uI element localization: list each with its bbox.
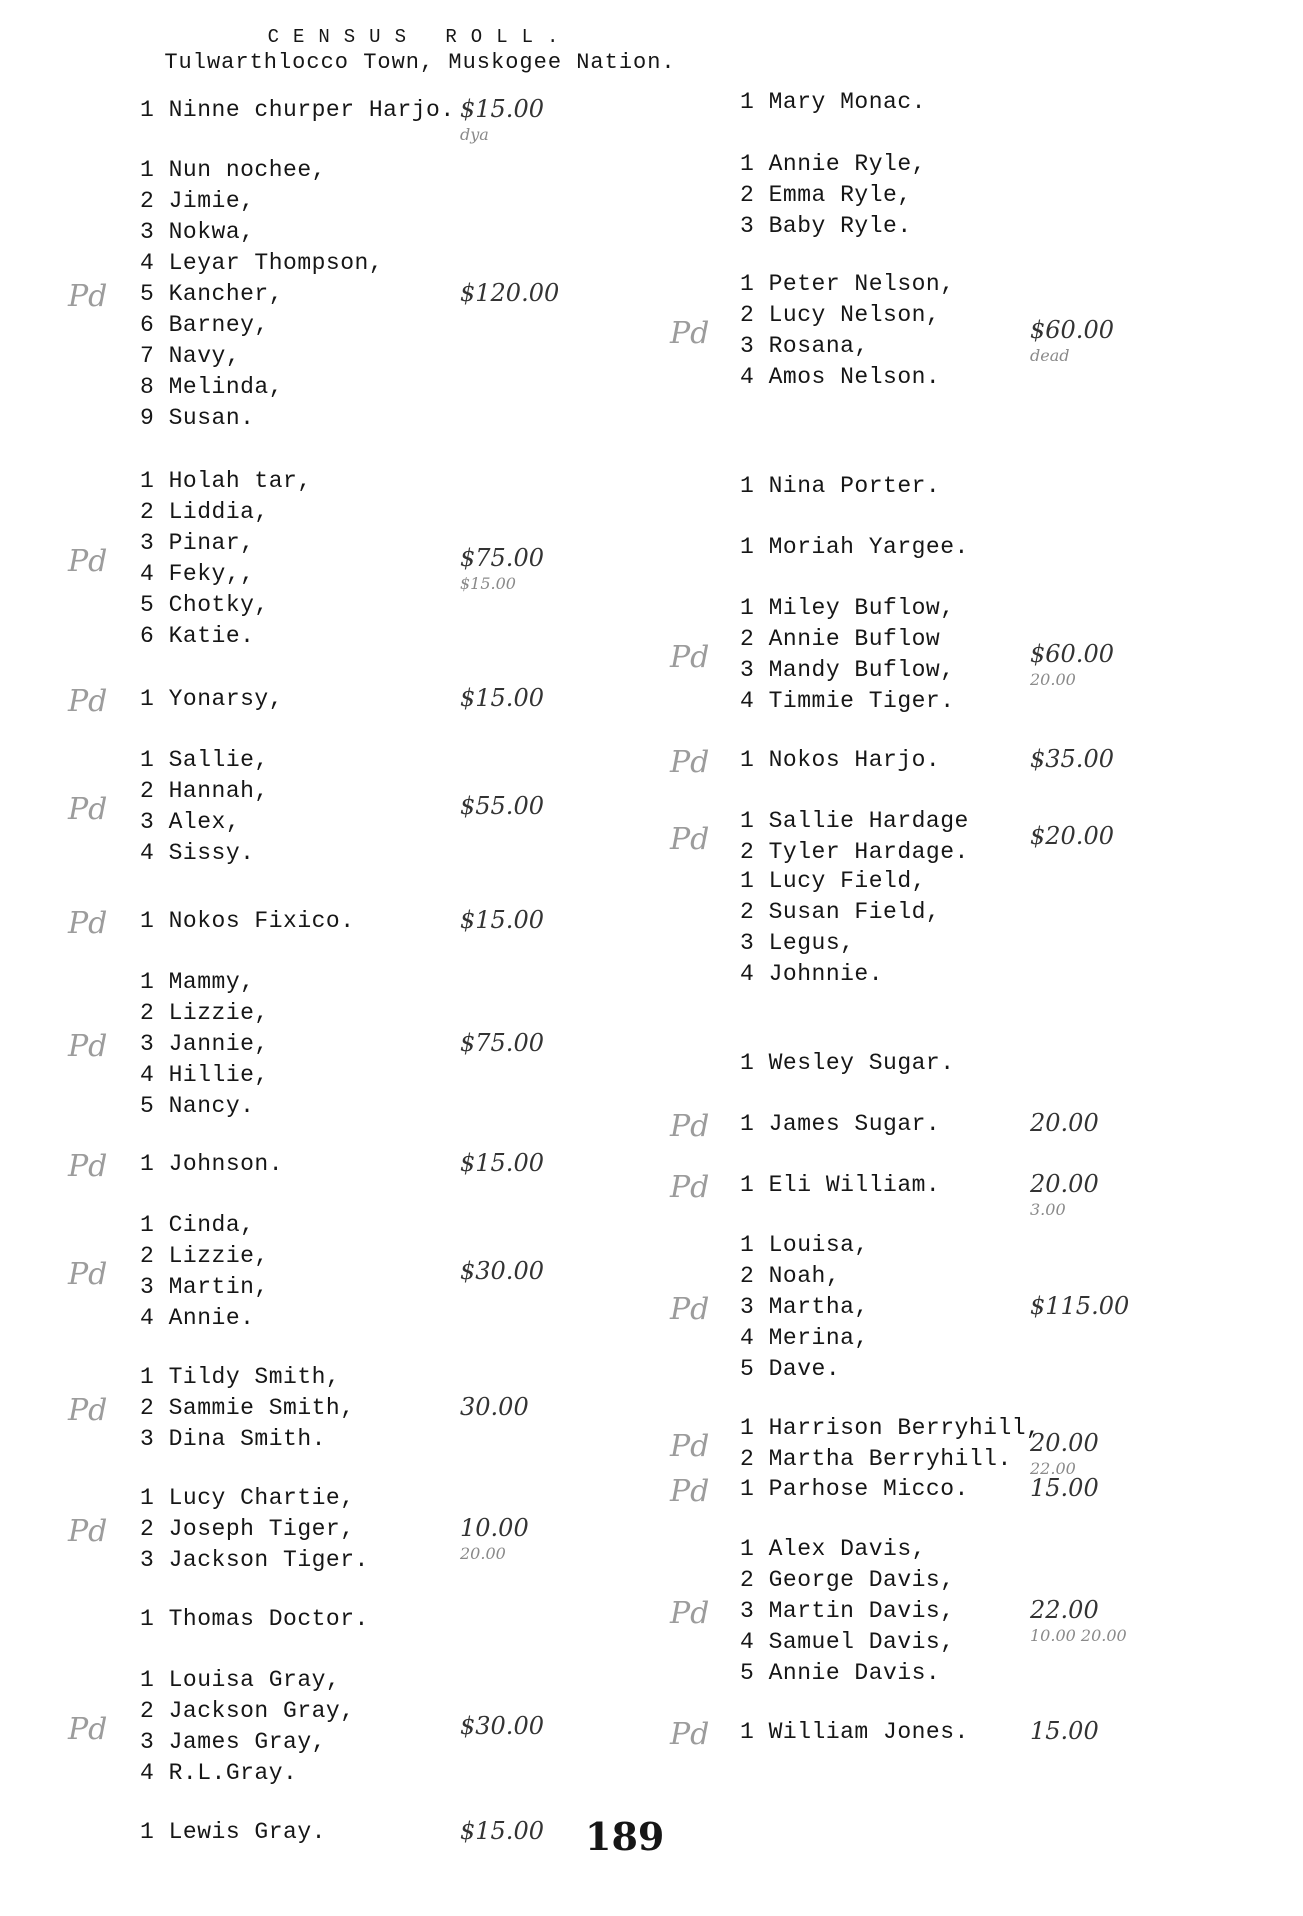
family-group	[68, 1665, 544, 1789]
census-entry: 1 Yonarsy,	[140, 686, 284, 712]
paid-mark: Pd	[670, 1170, 710, 1205]
payment-amount: $60.00	[1030, 639, 1114, 668]
census-entry: 1 William Jones.	[740, 1719, 969, 1745]
family-group	[670, 1717, 1099, 1752]
census-entry: 1 Lewis Gray.	[140, 1819, 326, 1845]
census-entry: 1 Eli William.	[740, 1172, 941, 1198]
payment-amount: 15.00	[1030, 1474, 1099, 1502]
census-entry: 2 Susan Field,	[740, 899, 941, 925]
census-entry: 2 Noah,	[740, 1263, 841, 1289]
census-entry: 8 Melinda,	[140, 374, 284, 400]
paid-mark: Pd	[670, 1474, 710, 1509]
payment-amount: $60.00	[1030, 315, 1114, 344]
census-entry: 5 Nancy.	[140, 1093, 255, 1119]
payment-amount: $55.00	[460, 791, 544, 820]
paid-mark: Pd	[68, 1029, 108, 1064]
census-entry: 3 Rosana,	[740, 333, 869, 359]
paid-mark: Pd	[68, 906, 108, 941]
census-entry: 2 Jimie,	[140, 188, 255, 214]
family-group	[670, 1534, 1127, 1689]
family-group	[68, 155, 560, 434]
family-group	[670, 1413, 1099, 1478]
family-group	[670, 806, 1114, 868]
family-group	[740, 149, 926, 242]
census-entry: 1 Wesley Sugar.	[740, 1050, 955, 1076]
payment-amount: 22.00	[1030, 1596, 1099, 1624]
family-group	[68, 1210, 544, 1334]
paid-mark: Pd	[670, 1717, 710, 1752]
payment-amount: $15.00	[460, 906, 544, 934]
payment-amount: 20.00	[1030, 1170, 1099, 1198]
paid-mark: Pd	[670, 639, 710, 675]
census-entry: 1 Holah tar,	[140, 468, 312, 494]
census-entry: 3 Jackson Tiger.	[140, 1547, 369, 1573]
payment-amount: 10.00	[460, 1514, 529, 1542]
family-group	[670, 593, 1114, 717]
census-entry: 1 Louisa,	[740, 1232, 869, 1258]
payment-amount: $30.00	[460, 1711, 544, 1740]
family-group	[68, 1149, 544, 1184]
family-group	[670, 1230, 1130, 1385]
roll-subtitle: Tulwarthlocco Town, Muskogee Nation.	[164, 50, 676, 75]
census-entry: 2 Emma Ryle,	[740, 182, 912, 208]
paid-mark: Pd	[670, 1109, 710, 1144]
payment-amount: $20.00	[1030, 821, 1114, 850]
handwritten-note: 20.00	[460, 1544, 506, 1563]
paid-mark: Pd	[68, 1149, 108, 1184]
census-entry: 4 Feky,,	[140, 561, 255, 587]
payment-amount: $115.00	[1030, 1292, 1130, 1320]
handwritten-note: $15.00	[460, 573, 516, 593]
family-group	[68, 1483, 529, 1576]
payment-amount: 20.00	[1030, 1109, 1099, 1137]
payment-amount: $30.00	[460, 1256, 544, 1285]
census-entry: 1 Annie Ryle,	[740, 151, 926, 177]
payment-amount: $35.00	[1030, 745, 1114, 773]
paid-mark: Pd	[68, 1514, 108, 1549]
paid-mark: Pd	[68, 1711, 108, 1747]
census-entry: 3 James Gray,	[140, 1729, 326, 1755]
family-group	[68, 684, 544, 719]
census-entry: 2 Jackson Gray,	[140, 1698, 355, 1724]
payment-amount: 20.00	[1030, 1428, 1099, 1457]
family-group	[68, 1362, 529, 1455]
census-entry: 1 Lucy Chartie,	[140, 1485, 355, 1511]
census-entry: 2 Tyler Hardage.	[740, 839, 969, 865]
family-group	[740, 866, 940, 990]
census-entry: 7 Navy,	[140, 343, 241, 369]
payment-amount: $75.00	[460, 543, 544, 572]
roll-title: CENSUS ROLL.	[267, 26, 573, 48]
census-entry: 1 Harrison Berryhill,	[740, 1415, 1041, 1441]
census-entry: 5 Kancher,	[140, 281, 284, 307]
census-entry: 4 Samuel Davis,	[740, 1629, 955, 1655]
census-entry: 1 Mary Monac.	[740, 89, 926, 115]
census-entry: 1 Alex Davis,	[740, 1536, 926, 1562]
census-entry: 1 Johnson.	[140, 1151, 284, 1177]
paid-mark: Pd	[68, 1256, 108, 1292]
census-entry: 1 Thomas Doctor.	[140, 1606, 369, 1632]
handwritten-note: 22.00	[1030, 1458, 1076, 1478]
page-number: 189	[585, 1814, 665, 1859]
census-entry: 4 Sissy.	[140, 840, 255, 866]
payment-amount: $15.00	[460, 684, 544, 712]
family-group	[68, 745, 544, 869]
paid-mark: Pd	[68, 543, 108, 579]
family-group	[68, 967, 544, 1122]
census-entry: 4 Merina,	[740, 1325, 869, 1351]
census-entry: 3 Nokwa,	[140, 219, 255, 245]
census-entry: 2 Hannah,	[140, 778, 269, 804]
family-group	[140, 1817, 544, 1848]
census-entry: 2 Joseph Tiger,	[140, 1516, 355, 1542]
census-entry: 5 Chotky,	[140, 592, 269, 618]
handwritten-note: dead	[1030, 345, 1070, 365]
family-group	[670, 1109, 1099, 1144]
payment-amount: $120.00	[460, 279, 560, 307]
census-entry: 2 Lucy Nelson,	[740, 302, 941, 328]
census-entry: 2 Annie Buflow	[740, 626, 941, 652]
family-group	[140, 95, 544, 144]
census-entry: 2 Lizzie,	[140, 1243, 269, 1269]
census-entry: 1 Lucy Field,	[740, 868, 926, 894]
census-entry: 4 R.L.Gray.	[140, 1760, 298, 1786]
census-entry: 4 Leyar Thompson,	[140, 250, 384, 276]
paid-mark: Pd	[68, 1393, 108, 1428]
census-entry: 1 Peter Nelson,	[740, 271, 955, 297]
census-entry: 2 Liddia,	[140, 499, 269, 525]
census-entry: 1 Mammy,	[140, 969, 255, 995]
census-entry: 4 Amos Nelson.	[740, 364, 941, 390]
paid-mark: Pd	[670, 315, 710, 351]
paid-mark: Pd	[670, 1428, 710, 1464]
payment-amount: $15.00	[460, 1817, 544, 1845]
census-entry: 1 Miley Buflow,	[740, 595, 955, 621]
census-entry: 1 Moriah Yargee.	[740, 534, 969, 560]
census-entry: 5 Dave.	[740, 1356, 841, 1382]
family-group	[68, 906, 544, 941]
census-entry: 6 Katie.	[140, 623, 255, 649]
paid-mark: Pd	[670, 745, 710, 780]
family-group	[740, 471, 940, 502]
census-entry: 4 Johnnie.	[740, 961, 884, 987]
census-entry: 3 Martha,	[740, 1294, 869, 1320]
census-entry: 1 Sallie Hardage	[740, 808, 969, 834]
census-entry: 3 Mandy Buflow,	[740, 657, 955, 683]
family-group	[740, 87, 926, 118]
paid-mark: Pd	[68, 684, 108, 719]
payment-amount: 30.00	[460, 1393, 529, 1421]
payment-amount: $75.00	[460, 1029, 544, 1057]
census-entry: 6 Barney,	[140, 312, 269, 338]
census-entry: 4 Hillie,	[140, 1062, 269, 1088]
family-group	[670, 1474, 1099, 1509]
handwritten-note: 20.00	[1030, 669, 1076, 689]
census-entry: 1 Cinda,	[140, 1212, 255, 1238]
census-entry: 3 Legus,	[740, 930, 855, 956]
census-entry: 1 Sallie,	[140, 747, 269, 773]
census-entry: 3 Dina Smith.	[140, 1426, 326, 1452]
census-entry: 3 Martin,	[140, 1274, 269, 1300]
payment-amount: 15.00	[1030, 1717, 1099, 1745]
census-entry: 4 Timmie Tiger.	[740, 688, 955, 714]
census-entry: 1 James Sugar.	[740, 1111, 941, 1137]
census-entry: 5 Annie Davis.	[740, 1660, 941, 1686]
family-group	[740, 532, 969, 563]
census-entry: 1 Ninne churper Harjo.	[140, 97, 455, 123]
census-entry: 1 Parhose Micco.	[740, 1476, 969, 1502]
census-entry: 3 Baby Ryle.	[740, 213, 912, 239]
family-group	[670, 745, 1114, 780]
family-group	[68, 466, 544, 652]
census-entry: 2 George Davis,	[740, 1567, 955, 1593]
census-entry: 9 Susan.	[140, 405, 255, 431]
census-entry: 1 Nokos Fixico.	[140, 908, 355, 934]
handwritten-note: 3.00	[1030, 1200, 1066, 1219]
census-entry: 2 Sammie Smith,	[140, 1395, 355, 1421]
census-entry: 3 Alex,	[140, 809, 241, 835]
handwritten-note: 10.00 20.00	[1030, 1626, 1127, 1645]
handwritten-note: dya	[460, 125, 489, 144]
paid-mark: Pd	[670, 1596, 710, 1631]
payment-amount: $15.00	[460, 1149, 544, 1177]
census-entry: 3 Jannie,	[140, 1031, 269, 1057]
census-entry: 2 Martha Berryhill.	[740, 1446, 1012, 1472]
census-entry: 1 Tildy Smith,	[140, 1364, 341, 1390]
family-group	[140, 1604, 369, 1635]
paid-mark: Pd	[68, 791, 108, 827]
census-entry: 1 Nokos Harjo.	[740, 747, 941, 773]
family-group	[740, 1048, 955, 1079]
paid-mark: Pd	[670, 1292, 710, 1327]
census-entry: 4 Annie.	[140, 1305, 255, 1331]
census-entry: 3 Martin Davis,	[740, 1598, 955, 1624]
paid-mark: Pd	[68, 279, 108, 314]
family-group	[670, 269, 1114, 393]
census-entry: 3 Pinar,	[140, 530, 255, 556]
census-entry: 1 Nun nochee,	[140, 157, 326, 183]
family-group	[670, 1170, 1099, 1219]
payment-amount: $15.00	[460, 95, 544, 123]
census-entry: 1 Louisa Gray,	[140, 1667, 341, 1693]
paid-mark: Pd	[670, 821, 710, 857]
census-entry: 2 Lizzie,	[140, 1000, 269, 1026]
census-entry: 1 Nina Porter.	[740, 473, 941, 499]
